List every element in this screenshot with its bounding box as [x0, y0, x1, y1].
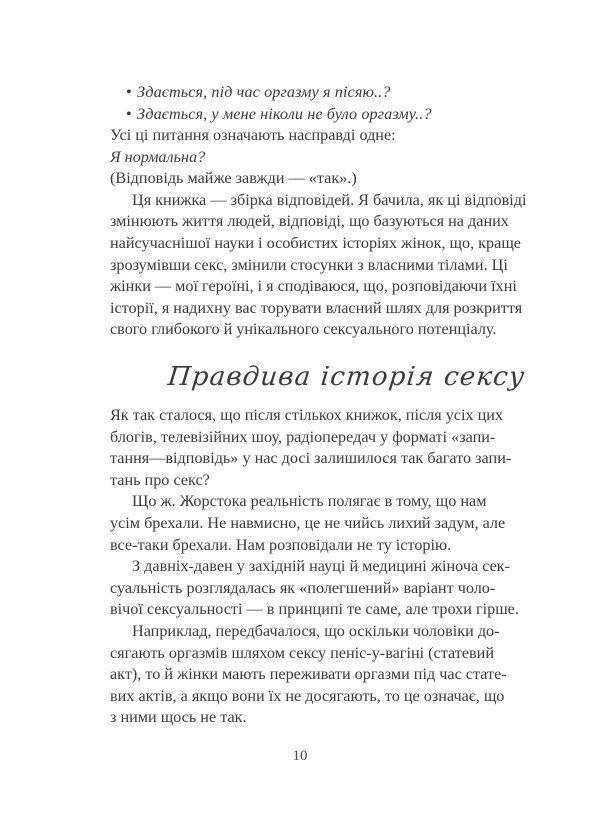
bullet-item: [126, 104, 492, 126]
text-line: усім брехали. Не навмисно, це не чийсь лихий задум, але: [110, 513, 506, 532]
text-line: свого глибокого й унікального сексуального потенціалу.: [110, 320, 497, 339]
text-line: змінюють життя людей, відповіді, що базуються на даних: [110, 212, 509, 231]
bullet-dot-icon: •: [126, 83, 132, 101]
section-heading: Правдива історія сексу: [166, 362, 527, 392]
upper-text-column: [110, 82, 527, 341]
bullet-text: Здається, під час оргазму я пісяю..?: [137, 83, 391, 101]
text-line: блогів, телевізійних шоу, радіопередач у форматі «запи-: [110, 427, 496, 446]
bullet-text: Здається, у мене ніколи не було оргазму..?: [137, 104, 432, 123]
paragraph-why: [110, 405, 512, 491]
text-line: тань про секс?: [110, 470, 210, 489]
text-line: Як так сталося, що після стількох книжок, після усіх цих: [110, 406, 504, 424]
text-line: найсучаснішої науки і особистих історіях жінок, що, краще: [110, 233, 521, 252]
lower-text-column: [110, 405, 519, 729]
bullet-dot-icon: •: [126, 104, 132, 123]
text-line: сягають оргазмів шляхом сексу пеніс-у-вагіні (статевий: [110, 643, 494, 662]
text-line: жінки — мої героїні, і я сподіваюся, що, розповідаючи їхні: [110, 277, 517, 296]
text-line: акт), то й жінки мають переживати оргазми під час стате-: [110, 665, 507, 684]
text-line: Що ж. Жорстока реальність полягає в тому, що нам: [132, 492, 487, 511]
paragraph-lies: [110, 491, 506, 556]
text-line: все-таки брехали. Нам розповідали не ту історію.: [110, 535, 452, 554]
paragraph-example: [110, 621, 507, 729]
text-line: історії, я надихну вас торувати власний шлях для розкриття: [110, 298, 523, 317]
text-line: суальність розглядалась як «полегшений» варіант чоло-: [110, 578, 496, 597]
text-line: вічої сексуальності — в принципі те саме, але трохи гірше.: [110, 600, 519, 619]
intro-block: [110, 82, 492, 190]
text-line: Наприклад, передбачалося, що оскільки чоловіки до-: [132, 621, 500, 640]
text-line: Ця книжка — збірка відповідей. Я бачила, як ці відповіді: [132, 190, 527, 209]
text-line: зрозумівши секс, змінили стосунки з власними тілами. Ці: [110, 255, 508, 274]
bullet-item: [126, 82, 492, 104]
intro-italic-question: Я нормальна?: [110, 147, 206, 166]
intro-summary-line: Усі ці питання означають насправді одне:: [110, 126, 396, 144]
paragraph-book: [110, 190, 527, 341]
intro-parenthetical: (Відповідь майже завжди — «так».): [110, 169, 357, 188]
text-line: з ними щось не так.: [110, 708, 247, 727]
page-number: 10: [292, 748, 308, 764]
text-line: тання—відповідь» у нас досі залишилося так багато запи-: [110, 449, 512, 468]
paragraph-science: [110, 556, 519, 621]
text-line: З давніх-давен у західній науці й медицині жіноча сек-: [132, 557, 511, 576]
text-line: вих актів, а якщо вони їх не досягають, то це означає, що: [110, 686, 505, 705]
